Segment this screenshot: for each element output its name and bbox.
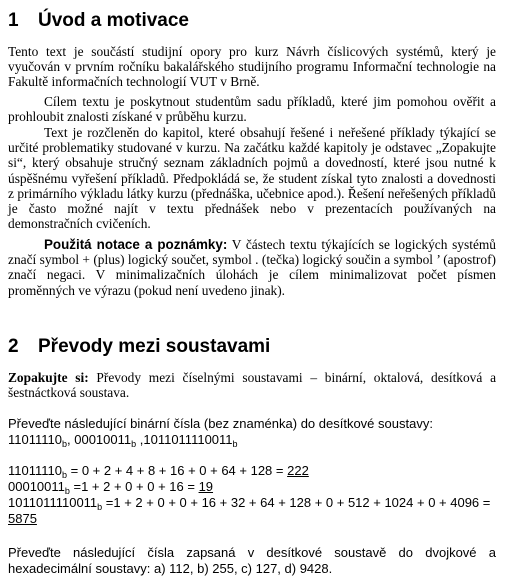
- separator: ,: [136, 432, 144, 447]
- solution-expression: =1 + 2 + 0 + 0 + 16 + 32 + 64 + 128 + 0 + 512 + 1024 + 0 + 4096 =: [102, 495, 491, 510]
- solution-expression: = 0 + 2 + 4 + 8 + 16 + 0 + 64 + 128 =: [67, 463, 288, 478]
- solution-number: 00010011: [8, 479, 65, 494]
- base-subscript: b: [61, 439, 67, 449]
- section-number: 2: [8, 336, 19, 357]
- section-2-heading: [8, 336, 270, 358]
- solution-line-3: [8, 495, 490, 510]
- intro-paragraph-1: Tento text je součástí studijní opory pro kurz Návrh číslicových systémů, který je vyučován v prvním ročníku bakalářského studijního programu Informační technologie na Fakultě informačních technologií VUT v Brně.: [8, 44, 496, 90]
- intro-paragraph-3: Text je rozčleněn do kapitol, které obsahují řešené i neřešené příklady týkající se určité problematiky studované v kurzu. Na začátku každé kapitoly je odstavec „Zopakujte si“, který obsahuje stručný seznam základních pojmů a dovedností, které jsou nutné k úspěšnému vyřešení příkladů. Předpokládá se, že student získal tyto znalosti a dovednosti z primárního výkladu látky kurzu (přednáška, učebnice apod.). Řešení neřešených příkladů je často možné najít v textu přednášek nebo v prezentacích používaných na demonstračních cvičeních.: [8, 125, 496, 232]
- solution-number: 1011011110011: [8, 495, 98, 510]
- solution-line-2: [8, 479, 213, 494]
- review-paragraph: [8, 370, 496, 400]
- notation-label: Použitá notace a poznámky:: [44, 237, 228, 252]
- input-number: 00010011: [74, 432, 132, 447]
- separator: ,: [67, 432, 75, 447]
- solution-result: 5875: [8, 511, 37, 526]
- input-number: 1011011110011: [143, 432, 233, 447]
- section-title: Převody mezi soustavami: [38, 336, 271, 357]
- input-number: 11011110: [8, 432, 62, 447]
- task-2-text: Převeďte následující čísla zapsaná v desítkové soustavě do dvojkové a hexadecimální soustavy: a) 112, b) 255, c) 127, d) 9428.: [8, 545, 496, 576]
- intro-paragraph-2: Cílem textu je poskytnout studentům sadu příkladů, které jim pomohou ověřit a prohloubit znalosti získané v průběhu kurzu.: [8, 94, 496, 125]
- base-subscript: b: [97, 502, 103, 512]
- section-number: 1: [8, 10, 19, 31]
- notation-text: V částech textu týkajících se logických systémů značí symbol + (plus) logický součet, symbol . (tečka) logický součin a symbol ’ (apostrof) značí negaci. V minimalizačních úlohách je cílem minimalizovat počet písmen proměnných ve výrazu (pokud není uvedeno jinak).: [8, 237, 496, 298]
- solution-expression: =1 + 2 + 0 + 0 + 16 =: [69, 479, 199, 494]
- base-subscript: b: [61, 470, 67, 480]
- task-1-text: Převeďte následující binární čísla (bez znaménka) do desítkové soustavy:: [8, 416, 433, 431]
- solution-number: 11011110: [8, 463, 62, 478]
- solution-result: 19: [198, 479, 214, 494]
- base-subscript: b: [64, 486, 70, 496]
- input-numbers: [8, 432, 238, 447]
- solution-line-3-result: [8, 511, 37, 526]
- solution-line-1: [8, 463, 309, 478]
- intro-paragraph-4: [8, 237, 496, 298]
- section-title: Úvod a motivace: [38, 10, 189, 31]
- base-subscript: b: [232, 439, 238, 449]
- section-1-heading: [8, 10, 189, 32]
- solution-result: 222: [287, 463, 309, 478]
- review-label: Zopakujte si:: [8, 370, 89, 385]
- review-text: Převody mezi číselnými soustavami – binární, oktalová, desítková a šestnáctková soustava.: [8, 370, 497, 401]
- base-subscript: b: [131, 439, 137, 449]
